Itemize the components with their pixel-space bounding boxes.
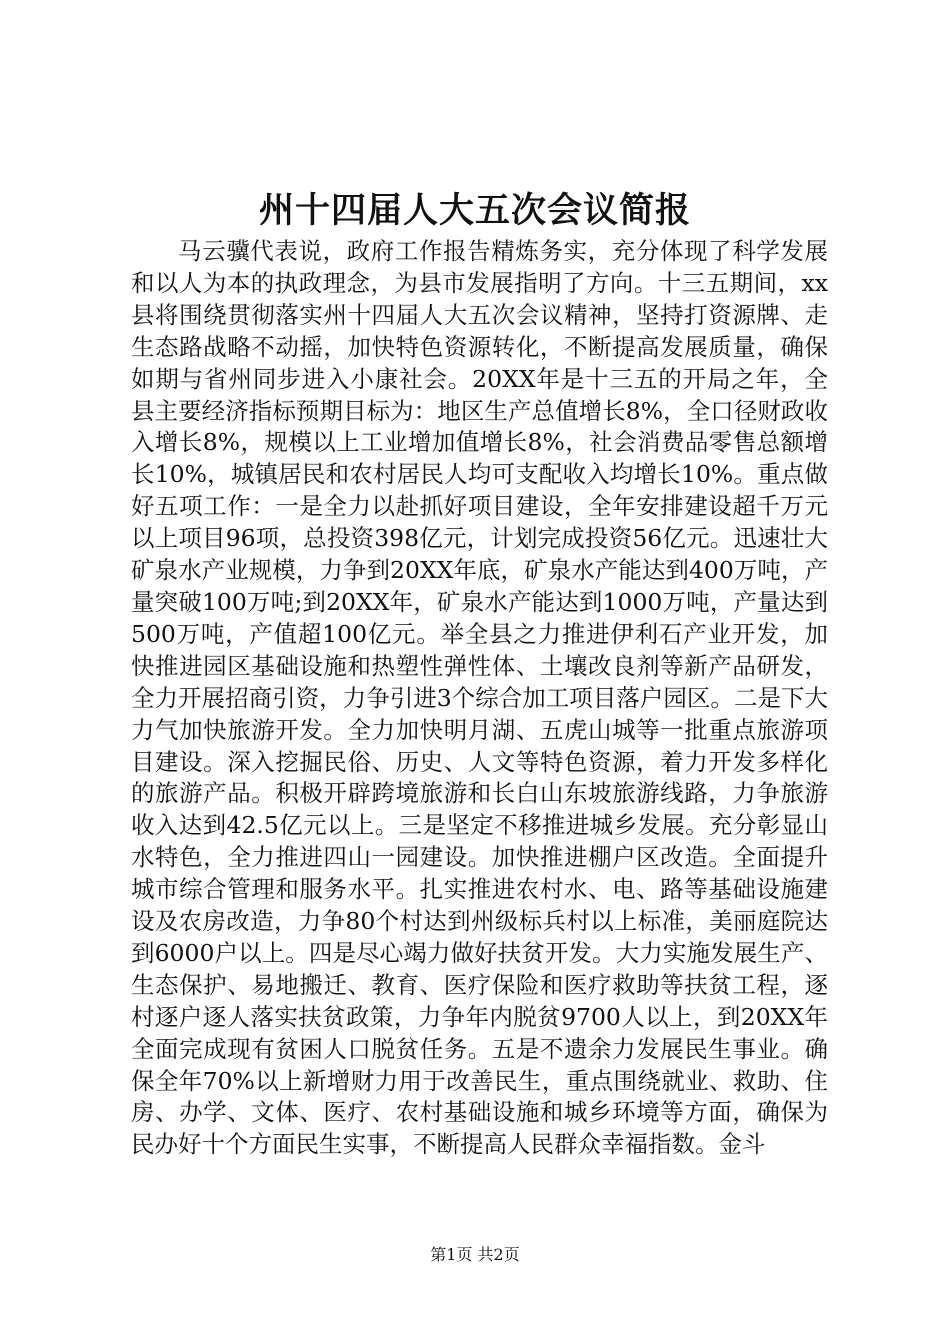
document-body-paragraph: 马云骥代表说，政府工作报告精炼务实，充分体现了科学发展和以人为本的执政理念，为县市发展指明了方向。十三五期间，xx县将围绕贯彻落实州十四届人大五次会议精神，坚持打资源牌、走生态路战略不动摇，加快特色资源转化，不断提高发展质量，确保如期与省州同步进入小康社会。20XX年是十三五的开局之年，全县主要经济指标预期目标为：地区生产总值增长8%，全口径财政收入增长8%，规模以上工业增加值增长8%，社会消费品零售总额增长10%，城镇居民和农村居民人均可支配收入均增长10%。重点做好五项工作：一是全力以赴抓好项目建设，全年安排建设超千万元以上项目96项，总投资398亿元，计划完成投资56亿元。迅速壮大矿泉水产业规模，力争到20XX年底，矿泉水产能达到400万吨，产量突破100万吨;到20XX年，矿泉水产能达到1000万吨，产量达到500万吨，产值超100亿元。举全县之力推进伊利石产业开发，加快推进园区基础设施和热塑性弹性体、土壤改良剂等新产品研发，全力开展招商引资，力争引进3个综合加工项目落户园区。二是下大力气加快旅游开发。全力加快明月湖、五虎山城等一批重点旅游项目建设。深入挖掘民俗、历史、人文等特色资源，着力开发多样化的旅游产品。积极开辟跨境旅游和长白山东坡旅游线路，力争旅游收入达到42.5亿元以上。三是坚定不移推进城乡发展。充分彰显山水特色，全力推进四山一园建设。加快推进棚户区改造。全面提升城市综合管理和服务水平。扎实推进农村水、电、路等基础设施建设及农房改造，力争80个村达到州级标兵村以上标准，美丽庭院达到6000户以上。四是尽心竭力做好扶贫开发。大力实施发展生产、生态保护、易地搬迁、教育、医疗保险和医疗救助等扶贫工程，逐村逐户逐人落实扶贫政策，力争年内脱贫9700人以上，到20XX年全面完成现有贫困人口脱贫任务。五是不遗余力发展民生事业。确保全年70%以上新增财力用于改善民生，重点围绕就业、救助、住房、办学、文体、医疗、农村基础设施和城乡环境等方面，确保为民办好十个方面民生实事，不断提高人民群众幸福指数。金斗 bbox=[131, 237, 828, 1159]
document-title: 州十四届人大五次会议简报 bbox=[258, 190, 691, 231]
page-number-footer: 第1页 共2页 bbox=[430, 1245, 520, 1264]
